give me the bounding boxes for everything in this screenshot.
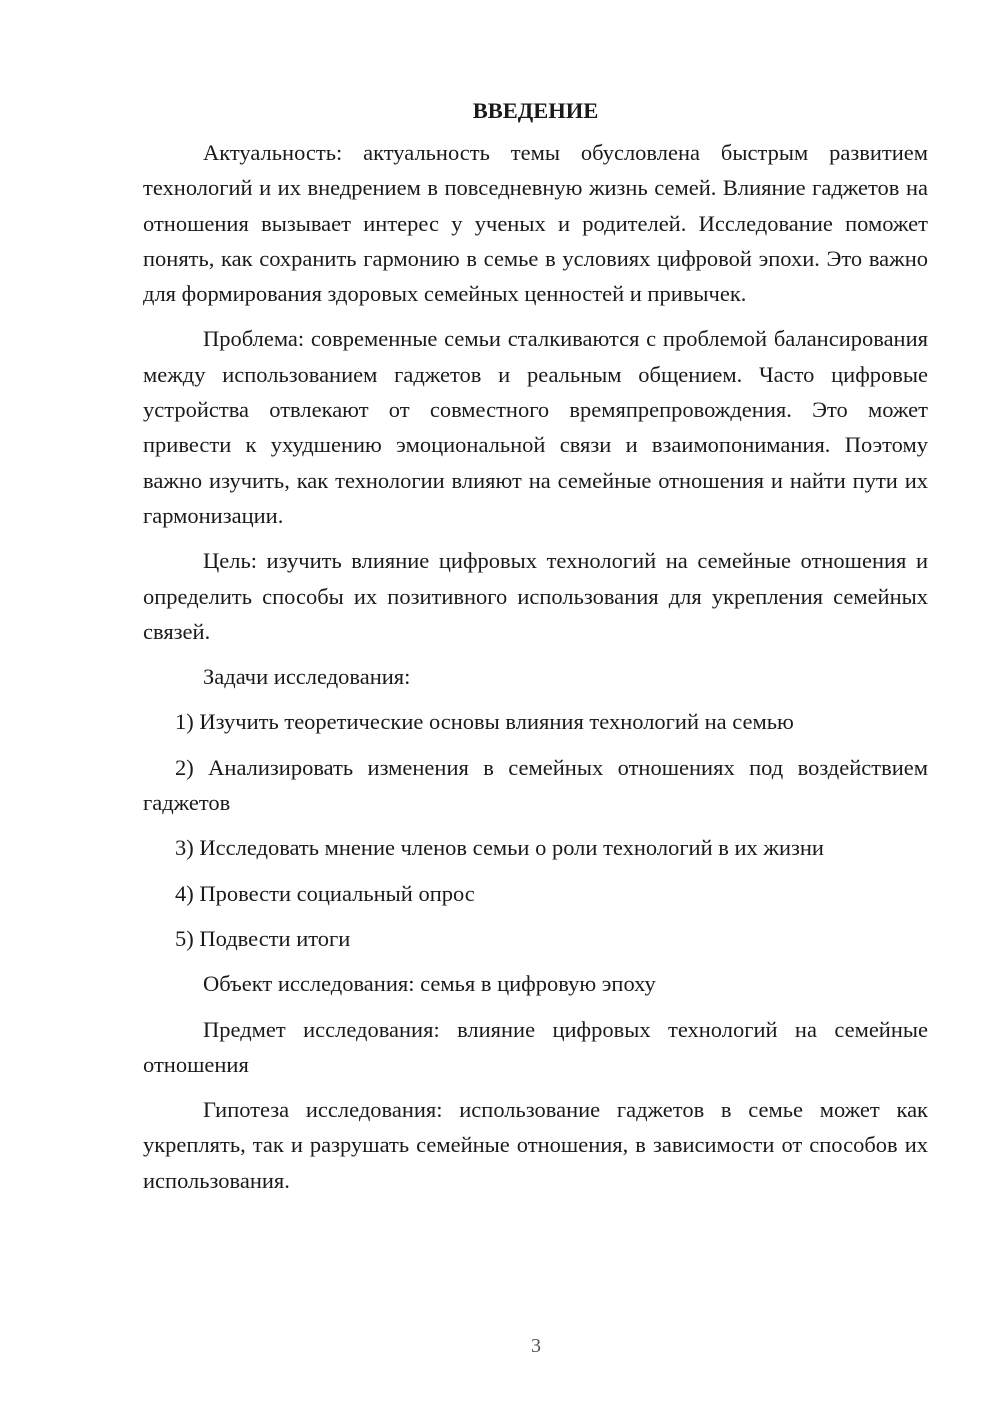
paragraph-problem: Проблема: современные семьи сталкиваются с проблемой балансирования между использованием гаджетов и реальным общением. Часто цифровые устройства отвлекают от совместного времяпрепровождения. Это может привести к ухудшению эмоциональной связи и взаимопонимания. Поэтому важно изучить, как технологии влияют на семейные отношения и найти пути их гармонизации. [143, 326, 928, 528]
tasks-list [143, 704, 928, 956]
paragraph-subject: Предмет исследования: влияние цифровых технологий на семейные отношения [143, 1016, 928, 1077]
page-number: 3 [531, 1335, 541, 1357]
list-item: 3) Исследовать мнение членов семьи о роли технологий в их жизни [175, 835, 824, 861]
list-item: 4) Провести социальный опрос [175, 880, 475, 906]
list-item: 5) Подвести итоги [175, 925, 351, 951]
list-item: 2) Анализировать изменения в семейных отношениях под воздействием гаджетов [143, 754, 928, 816]
document-title: ВВЕДЕНИЕ [472, 98, 599, 123]
tasks-heading: Задачи исследования: [203, 664, 411, 690]
paragraph-hypothesis: Гипотеза исследования: использование гаджетов в семье может как укреплять, так и разрушать семейные отношения, в зависимости от способов их использования. [143, 1097, 928, 1193]
list-item: 1) Изучить теоретические основы влияния технологий на семью [175, 709, 794, 735]
page-content [143, 93, 928, 1208]
paragraph-relevance: Актуальность: актуальность темы обусловлена быстрым развитием технологий и их внедрением в повседневную жизнь семей. Влияние гаджетов на отношения вызывает интерес у ученых и родителей. Исследование поможет понять, как сохранить гармонию в семье в условиях цифровой эпохи. Это важно для формирования здоровых семейных ценностей и привычек. [143, 140, 928, 307]
paragraph-goal: Цель: изучить влияние цифровых технологий на семейные отношения и определить способы их позитивного использования для укрепления семейных связей. [143, 548, 928, 644]
paragraph-object: Объект исследования: семья в цифровую эпоху [203, 971, 656, 997]
